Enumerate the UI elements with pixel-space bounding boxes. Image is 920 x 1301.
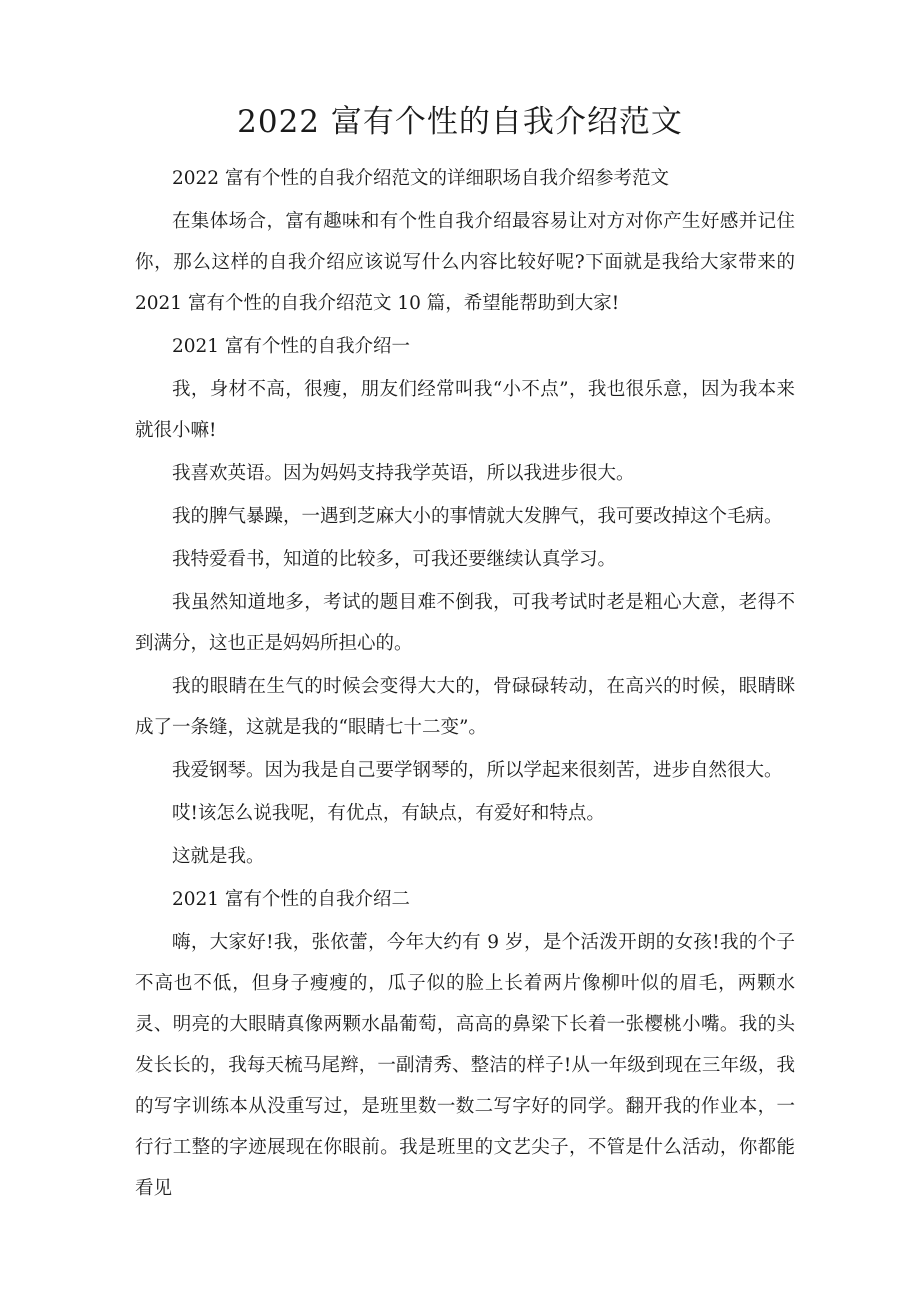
document-title: 2022 富有个性的自我介绍范文: [237, 104, 683, 140]
paragraph: 2022 富有个性的自我介绍范文的详细职场自我介绍参考范文: [172, 168, 669, 189]
paragraph: 我喜欢英语。因为妈妈支持我学英语，所以我进步很大。: [172, 463, 635, 484]
section-heading: 2021 富有个性的自我介绍二: [172, 889, 410, 910]
paragraph: 这就是我。: [172, 846, 265, 867]
paragraph: 我特爱看书，知道的比较多，可我还要继续认真学习。: [172, 549, 617, 570]
paragraph: 我，身材不高，很瘦，朋友们经常叫我“小不点”，我也很乐意，因为我本来就很小嘛!: [135, 379, 795, 441]
paragraph: 在集体场合，富有趣味和有个性自我介绍最容易让对方对你产生好感并记住你，那么这样的自我介绍应该说写什么内容比较好呢?下面就是我给大家带来的 2021 富有个性的自我介绍范文 10 篇，希望能帮助到大家!: [135, 211, 795, 314]
paragraph: 我的眼睛在生气的时候会变得大大的，骨碌碌转动，在高兴的时候，眼睛眯成了一条缝，这就是我的“眼睛七十二变”。: [135, 676, 795, 738]
paragraph: 我爱钢琴。因为我是自己要学钢琴的，所以学起来很刻苦，进步自然很大。: [172, 760, 783, 781]
section-heading: 2021 富有个性的自我介绍一: [172, 336, 410, 357]
paragraph: 哎!该怎么说我呢，有优点，有缺点，有爱好和特点。: [172, 803, 605, 824]
paragraph: 嗨，大家好!我，张依蕾，今年大约有 9 岁，是个活泼开朗的女孩!我的个子不高也不低，但身子瘦瘦的，瓜子似的脸上长着两片像柳叶似的眉毛，两颗水灵、明亮的大眼睛真像两颗水晶葡萄，高高的鼻梁下长着一张樱桃小嘴。我的头发长长的，我每天梳马尾辫，一副清秀、整洁的样子!从一年级到现在三年级，我的写字训练本从没重写过，是班里数一数二写字好的同学。翻开我的作业本，一行行工整的字迹展现在你眼前。我是班里的文艺尖子，不管是什么活动，你都能看见: [135, 932, 796, 1199]
document-body: [135, 158, 795, 1211]
paragraph: 我虽然知道地多，考试的题目难不倒我，可我考试时老是粗心大意，老得不到满分，这也正是妈妈所担心的。: [135, 592, 795, 654]
paragraph: 我的脾气暴躁，一遇到芝麻大小的事情就大发脾气，我可要改掉这个毛病。: [172, 506, 783, 527]
